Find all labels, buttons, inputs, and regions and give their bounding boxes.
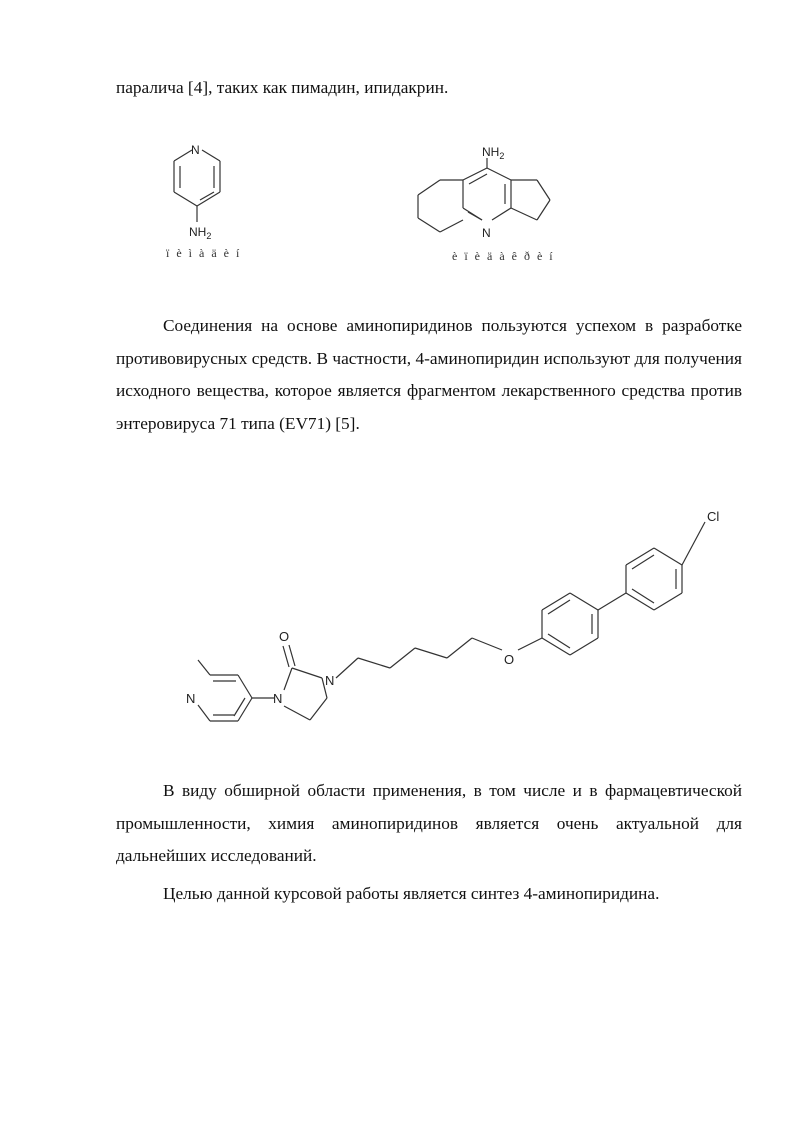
atom-label-nh2: $NH_2$ — [482, 145, 505, 161]
paragraph-applications: В виду обширной области применения, в том числе и в фармацевтической промышленности, химия аминопиридинов является очень актуальной для дальнейших исследований. — [116, 781, 742, 865]
paragraph-intro-fragment: паралича [4], таких как пимадин, ипидакрин. — [116, 78, 449, 97]
atom-label-n-pyridine: N — [186, 691, 196, 706]
paragraph-antiviral: Соединения на основе аминопиридинов пользуются успехом в разработке противовирусных средств. В частности, 4-аминопиридин используют для получения исходного вещества, которое является фрагментом лекарственного средства против энтеровируса 71 типа (EV71) [5]. — [116, 316, 742, 433]
structure-aminopyridine — [150, 140, 250, 270]
atom-label-cl: Cl — [707, 509, 720, 524]
atom-label-nh2: $NH_2$ — [189, 225, 212, 241]
caption-pimadine: ï è ì à ä è í — [166, 246, 242, 260]
atom-label-o-ether: O — [504, 652, 515, 667]
atom-label-n: N — [482, 226, 491, 240]
atom-label-n-imidazolidinone-1: N — [273, 691, 283, 706]
atom-label-n-imidazolidinone-2: N — [325, 673, 335, 688]
structure-ipidacrine — [405, 140, 575, 270]
atom-label-o-carbonyl: O — [279, 629, 290, 644]
caption-ipidacrine: è ï è ä à ê ð è í — [452, 249, 555, 263]
atom-label-n: N — [191, 143, 200, 157]
paragraph-goal: Целью данной курсовой работы является синтез 4-аминопиридина. — [163, 884, 660, 903]
structure-ev71-drug — [150, 500, 750, 750]
